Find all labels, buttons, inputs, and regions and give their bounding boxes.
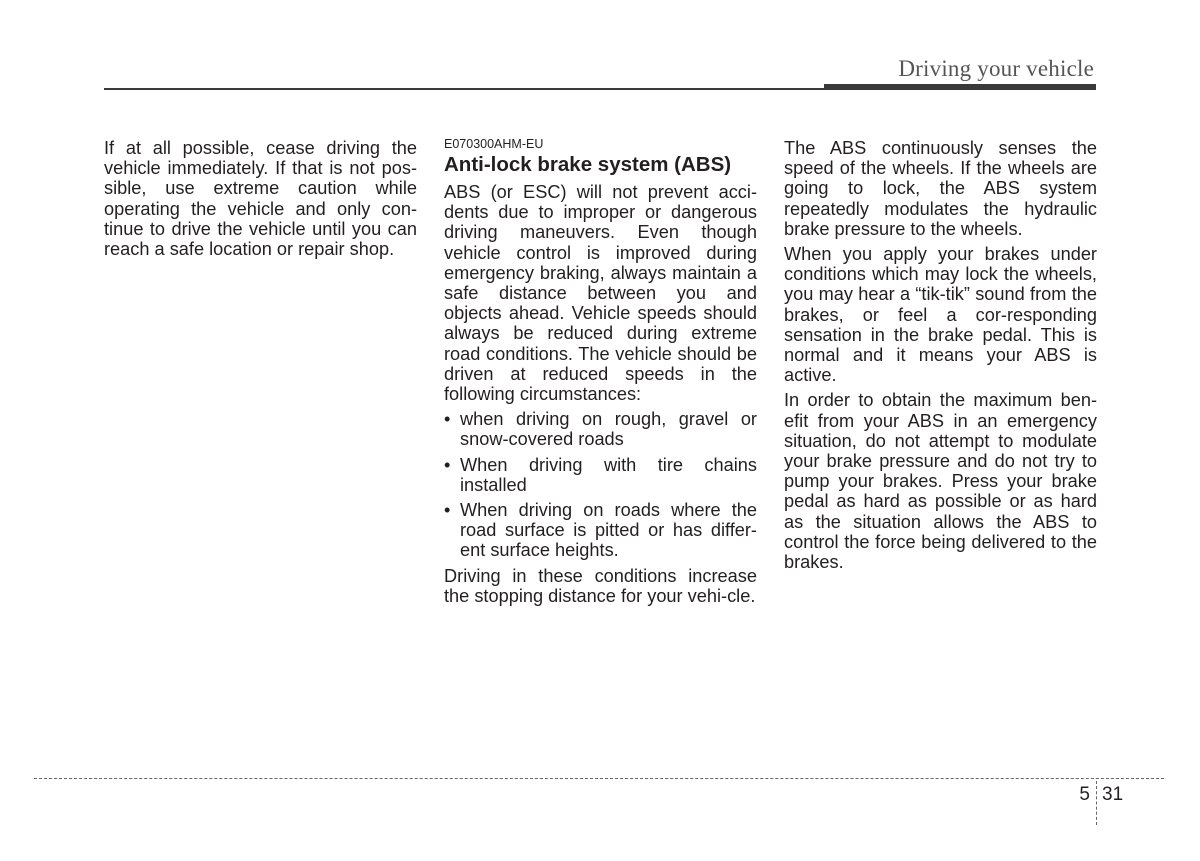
page-number: 31 bbox=[1102, 784, 1124, 805]
paragraph-stopping-distance: Driving in these conditions increase the stopping distance for your vehi-cle. bbox=[444, 565, 757, 606]
paragraph-abs-senses: The ABS continuously senses the speed of the wheels. If the wheels are going to lock, the ABS system repeatedly modulates the hydraulic brake pressure to the wheels. bbox=[784, 138, 1097, 239]
list-item: • When driving on roads where the road surface is pitted or has differ-ent surface heights. bbox=[444, 500, 757, 561]
circumstances-list bbox=[444, 409, 757, 560]
footer-rule bbox=[34, 778, 1164, 779]
list-item: • when driving on rough, gravel or snow-covered roads bbox=[444, 409, 757, 449]
paragraph-cease-driving: If at all possible, cease driving the vehicle immediately. If that is not pos-sible, use extreme caution while operating the vehicle and only con-tinue to drive the vehicle until you can reach a safe location or repair shop. bbox=[104, 138, 417, 260]
section-heading: Anti-lock brake system (ABS) bbox=[444, 153, 732, 176]
section-code: E070300AHM-EU bbox=[444, 137, 544, 151]
section-title: Driving your vehicle bbox=[898, 56, 1094, 81]
page-number-divider bbox=[1096, 781, 1097, 825]
paragraph-maximum-benefit: In order to obtain the maximum ben-efit from your ABS in an emergency situation, do not attempt to modulate your brake pressure and do not try to pump your brakes. Press your brake pedal as hard as possible or as hard as the situation allows the ABS to control the force being delivered to the brakes. bbox=[784, 390, 1097, 573]
text-column-right bbox=[784, 138, 1097, 577]
header-rule bbox=[104, 88, 824, 90]
header-rule-accent bbox=[824, 84, 1096, 90]
chapter-number: 5 bbox=[1079, 784, 1090, 805]
text-column-left bbox=[104, 138, 417, 264]
list-item: • When driving with tire chains installed bbox=[444, 455, 757, 495]
paragraph-abs-intro: ABS (or ESC) will not prevent acci-dents due to improper or dangerous driving maneuvers. Even though vehicle control is improved during emergency braking, always maintain a safe distance between you and objects ahead. Vehicle speeds should always be reduced during extreme road conditions. The vehicle should be driven at reduced speeds in the following circumstances: bbox=[444, 182, 757, 405]
paragraph-tik-tik: When you apply your brakes under conditions which may lock the wheels, you may hear a “tik-tik” sound from the brakes, or feel a cor-responding sensation in the brake pedal. This is normal and it means your ABS is active. bbox=[784, 244, 1097, 386]
text-column-middle bbox=[444, 138, 757, 611]
